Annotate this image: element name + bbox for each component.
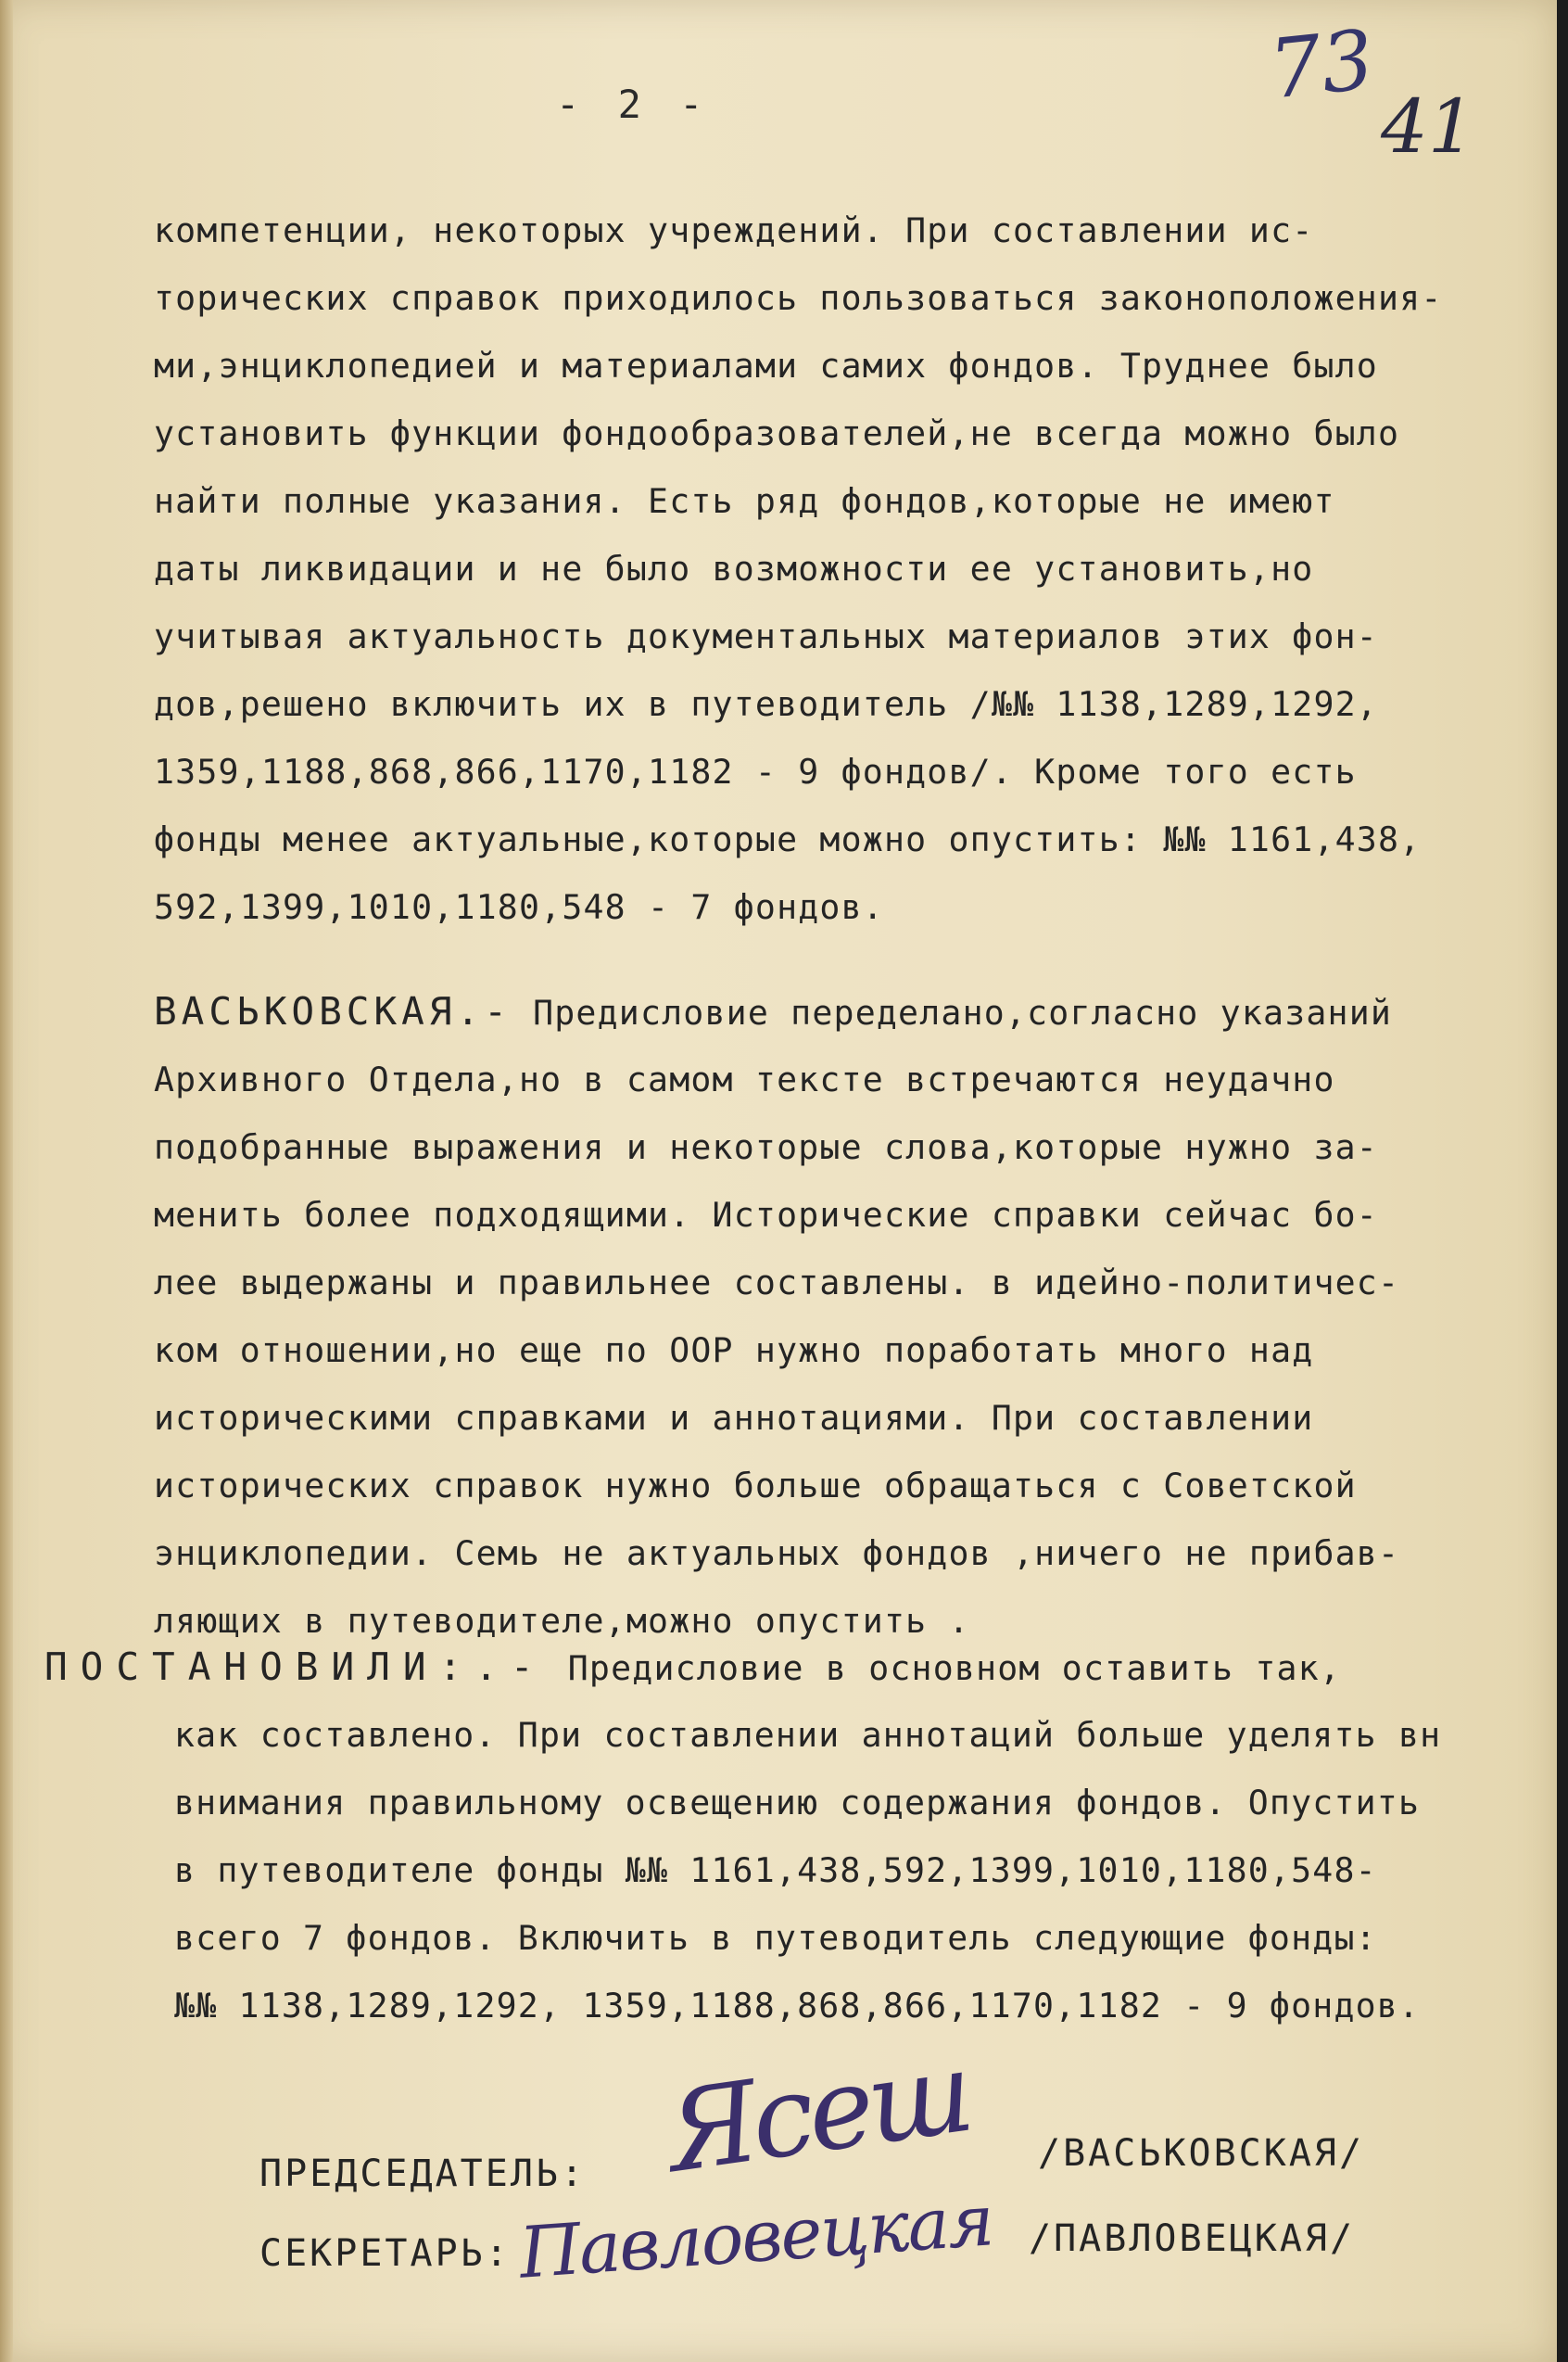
text-line: 1359,1188,868,866,1170,1182 - 9 фондов/. Кроме того есть: [154, 752, 1357, 792]
speaker-name: ВАСЬКОВСКАЯ.-: [154, 989, 512, 1034]
text-line: №№ 1138,1289,1292, 1359,1188,868,866,1170,1182 - 9 фондов.: [174, 1986, 1421, 2025]
text-line: найти полные указания. Есть ряд фондов,которые не имеют: [154, 481, 1335, 521]
text-line: компетенции, некоторых учреждений. При составлении ис-: [154, 210, 1314, 250]
text-line: ляющих в путеводителе,можно опустить .: [154, 1601, 970, 1641]
text-line-content: Предисловие переделано,согласно указаний: [511, 993, 1393, 1033]
secretary-label: СЕКРЕТАРЬ:: [259, 2232, 511, 2275]
text-line: как составлено. При составлении аннотаций больше уделять вн: [174, 1715, 1442, 1755]
text-line: учитывая актуальность документальных материалов этих фон-: [154, 616, 1378, 656]
secretary-signature: Павловецкая: [516, 2178, 995, 2294]
archive-number-handwritten-1: 73: [1264, 11, 1379, 118]
text-line: 592,1399,1010,1180,548 - 7 фондов.: [154, 887, 884, 927]
text-line: установить функции фондообразователей,не всегда можно было: [154, 413, 1400, 453]
text-line: [154, 978, 1507, 1046]
text-line: ком отношении,но еще по ООР нужно поработать много над: [154, 1330, 1314, 1370]
text-line: [44, 1633, 1527, 1701]
text-line-content: Предисловие в основном оставить так,: [546, 1648, 1342, 1688]
text-line: внимания правильному освещению содержания фондов. Опустить: [174, 1783, 1421, 1822]
chair-label: ПРЕДСЕДАТЕЛЬ:: [259, 2152, 587, 2195]
chair-signature: Ясеш: [659, 2028, 976, 2198]
page-number: - 2 -: [556, 82, 711, 127]
chair-name: /ВАСЬКОВСКАЯ/: [1038, 2132, 1365, 2175]
text-line: даты ликвидации и не было возможности ее установить,но: [154, 549, 1314, 589]
page-binding-edge: [0, 0, 13, 2362]
text-line: Архивного Отдела,но в самом тексте встречаются неудачно: [154, 1060, 1335, 1099]
paragraph-2: [154, 978, 1507, 1655]
text-line: лее выдержаны и правильнее составлены. в идейно-политичес-: [154, 1263, 1400, 1302]
secretary-name: /ПАВЛОВЕЦКАЯ/: [1029, 2217, 1356, 2260]
resolution-label: ПОСТАНОВИЛИ:.-: [44, 1645, 547, 1689]
text-line: фонды менее актуальные,которые можно опустить: №№ 1161,438,: [154, 819, 1422, 859]
text-line: историческими справками и аннотациями. При составлении: [154, 1398, 1314, 1438]
text-line: дов,решено включить их в путеводитель /№№ 1138,1289,1292,: [154, 684, 1378, 724]
paragraph-1: [154, 197, 1507, 941]
resolution-section: [44, 1633, 1527, 2039]
text-line: менить более подходящими. Исторические справки сейчас бо-: [154, 1195, 1378, 1235]
text-line: в путеводителе фонды №№ 1161,438,592,1399,1010,1180,548-: [174, 1850, 1377, 1890]
text-line: исторических справок нужно больше обращаться с Советской: [154, 1466, 1357, 1505]
text-line: подобранные выражения и некоторые слова,которые нужно за-: [154, 1127, 1378, 1167]
text-line: энциклопедии. Семь не актуальных фондов ,ничего не прибав-: [154, 1533, 1400, 1573]
text-line: всего 7 фондов. Включить в путеводитель следующие фонды:: [174, 1918, 1377, 1958]
document-body: [154, 197, 1507, 1655]
scan-background: [1557, 0, 1568, 2362]
text-line: ми,энциклопедией и материалами самих фондов. Труднее было: [154, 346, 1378, 386]
text-line: торических справок приходилось пользоваться законоположения-: [154, 278, 1443, 318]
archive-number-handwritten-2: 41: [1381, 83, 1475, 170]
